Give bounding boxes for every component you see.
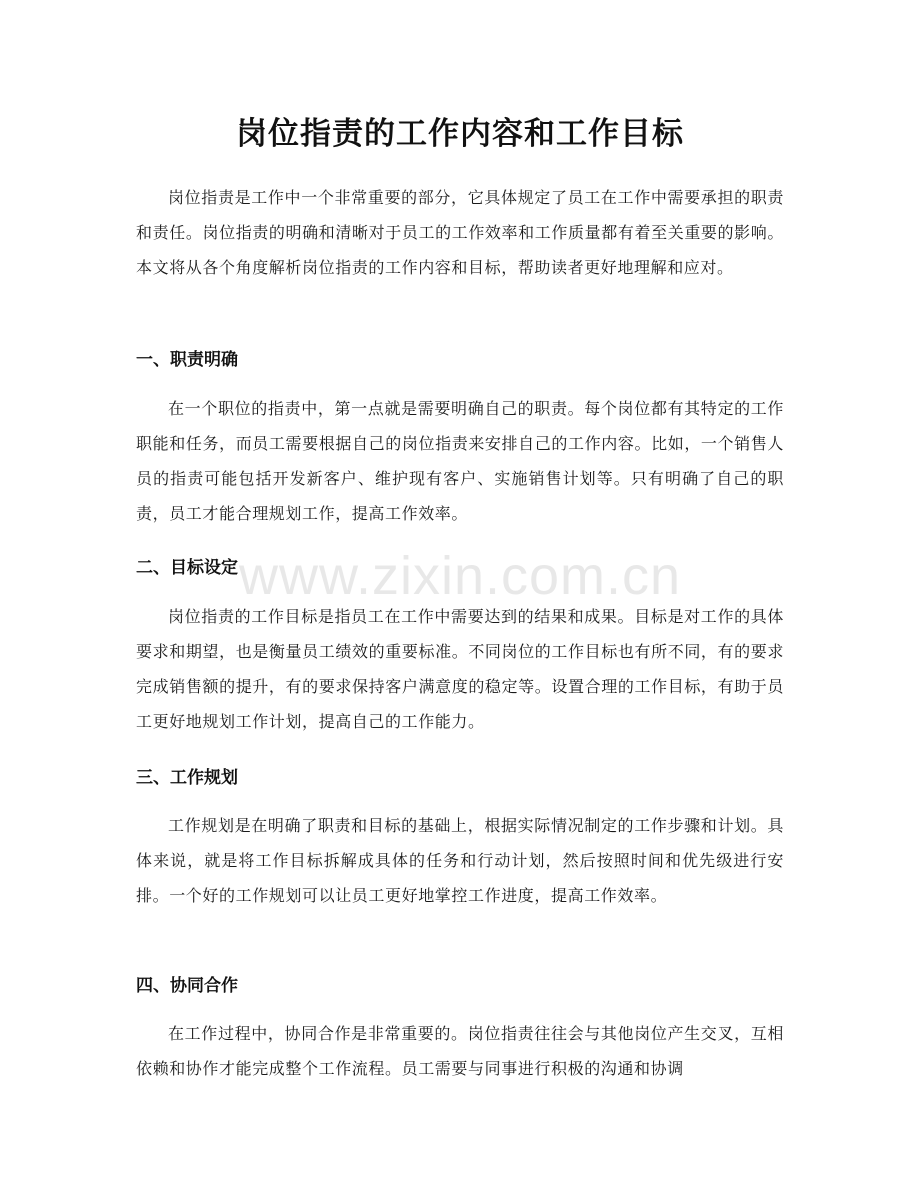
section-body-1: 在一个职位的指责中，第一点就是需要明确自己的职责。每个岗位都有其特定的工作职能和任务，而员工需要根据自己的岗位指责来安排自己的工作内容。比如，一个销售人员的指责可能包括开发新客户、维护现有客户、实施销售计划等。只有明确了自己的职责，员工才能合理规划工作，提高工作效率。: [136, 399, 784, 523]
section-body-4: 在工作过程中，协同合作是非常重要的。岗位指责往往会与其他岗位产生交叉，互相依赖和协作才能完成整个工作流程。员工需要与同事进行积极的沟通和协调: [136, 1024, 784, 1078]
page-title: 岗位指责的工作内容和工作目标: [236, 116, 684, 152]
section-heading-2: 二、目标设定: [136, 558, 238, 578]
section-body-2: 岗位指责的工作目标是指员工在工作中需要达到的结果和成果。目标是对工作的具体要求和期望，也是衡量员工绩效的重要标准。不同岗位的工作目标也有所不同，有的要求完成销售额的提升，有的要求保持客户满意度的稳定等。设置合理的工作目标，有助于员工更好地规划工作计划，提高自己的工作能力。: [136, 607, 784, 731]
watermark: www.zixin.com.cn: [238, 546, 682, 606]
intro-paragraph: 岗位指责是工作中一个非常重要的部分，它具体规定了员工在工作中需要承担的职责和责任。岗位指责的明确和清晰对于员工的工作效率和工作质量都有着至关重要的影响。本文将从各个角度解析岗位指责的工作内容和目标，帮助读者更好地理解和应对。: [136, 188, 784, 277]
section-body-3: 工作规划是在明确了职责和目标的基础上，根据实际情况制定的工作步骤和计划。具体来说，就是将工作目标拆解成具体的任务和行动计划，然后按照时间和优先级进行安排。一个好的工作规划可以让员工更好地掌控工作进度，提高工作效率。: [136, 816, 784, 905]
section-heading-4: 四、协同合作: [136, 976, 238, 996]
section-heading-3: 三、工作规划: [136, 768, 238, 788]
section-heading-1: 一、职责明确: [136, 350, 238, 370]
